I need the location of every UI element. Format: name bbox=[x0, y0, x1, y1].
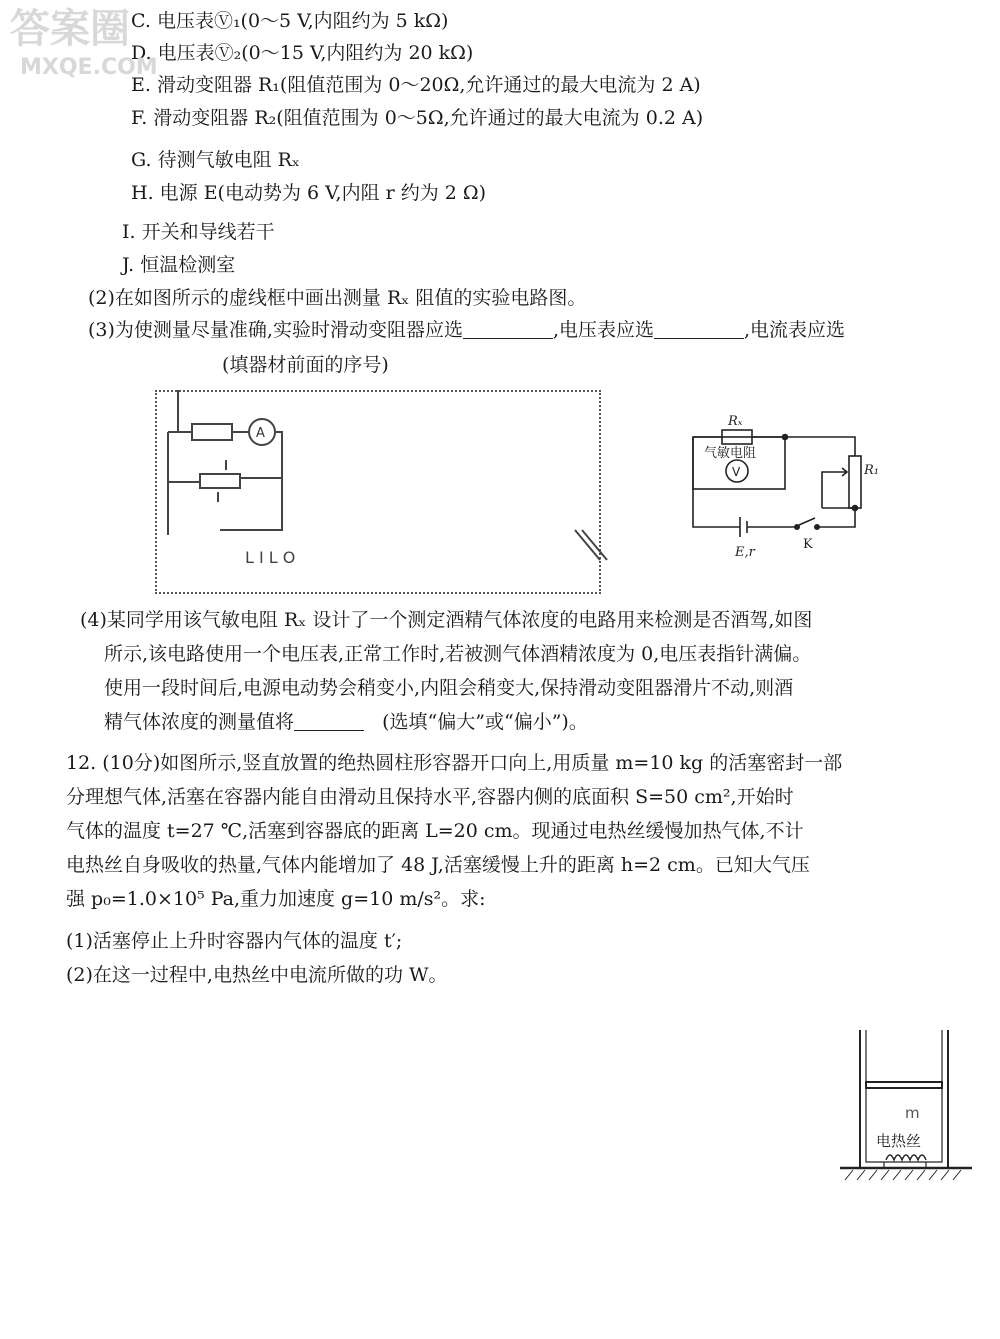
q11-part4-line2: 所示,该电路使用一个电压表,正常工作时,若被测气体酒精浓度为 0,电压表指针满偏。 bbox=[104, 643, 812, 665]
item-d: D. 电压表Ⓥ₂(0～15 V,内阻约为 20 kΩ) bbox=[131, 42, 474, 64]
container-handwritten-note: m bbox=[905, 1104, 920, 1122]
voltmeter-symbol: V bbox=[732, 465, 741, 479]
watermark-url: MXQE.COM bbox=[20, 55, 158, 80]
q12-line5: 强 p₀=1.0×10⁵ Pa,重力加速度 g=10 m/s²。求: bbox=[66, 888, 486, 910]
item-g: G. 待测气敏电阻 Rₓ bbox=[131, 149, 300, 171]
q12-sub2: (2)在这一过程中,电热丝中电流所做的功 W。 bbox=[66, 964, 448, 986]
item-i: I. 开关和导线若干 bbox=[122, 221, 275, 243]
q11-part4-line1: (4)某同学用该气敏电阻 Rₓ 设计了一个测定酒精气体浓度的电路用来检测是否酒驾,如图 bbox=[80, 609, 813, 631]
label-rx: Rₓ bbox=[728, 414, 743, 429]
q12-sub1: (1)活塞停止上升时容器内气体的温度 t′; bbox=[66, 930, 403, 952]
q11-part3-text-c: ,电流表应选 bbox=[744, 319, 846, 341]
q11-part2: (2)在如图所示的虚线框中画出测量 Rₓ 阻值的实验电路图。 bbox=[88, 287, 587, 309]
label-battery: E,r bbox=[735, 545, 755, 560]
q11-part4-line3: 使用一段时间后,电源电动势会稍变小,内阻会稍变大,保持滑动变阻器滑片不动,则酒 bbox=[104, 677, 794, 699]
label-r1: R₁ bbox=[864, 463, 879, 478]
sketch-note: L I L O bbox=[245, 548, 296, 567]
heater-label: 电热丝 bbox=[876, 1132, 922, 1150]
q11-part4-text-b: (选填“偏大”或“偏小”)。 bbox=[382, 711, 588, 733]
item-c: C. 电压表Ⓥ₁(0～5 V,内阻约为 5 kΩ) bbox=[131, 10, 449, 32]
q11-part3-text-a: (3)为使测量尽量准确,实验时滑动变阻器应选 bbox=[88, 319, 463, 341]
item-h: H. 电源 E(电动势为 6 V,内阻 r 约为 2 Ω) bbox=[131, 182, 487, 204]
q12-line1: 12. (10分)如图所示,竖直放置的绝热圆柱形容器开口向上,用质量 m=10 kg 的活塞密封一部 bbox=[66, 752, 843, 774]
watermark-logo bbox=[0, 0, 170, 80]
label-gas-sensor: 气敏电阻 bbox=[704, 446, 757, 461]
item-e: E. 滑动变阻器 R₁(阻值范围为 0～20Ω,允许通过的最大电流为 2 A) bbox=[131, 74, 701, 96]
q11-part4-text-a: 精气体浓度的测量值将 bbox=[104, 711, 295, 733]
item-f: F. 滑动变阻器 R₂(阻值范围为 0～5Ω,允许通过的最大电流为 0.2 A) bbox=[131, 107, 704, 129]
q12-line3: 气体的温度 t=27 ℃,活塞到容器底的距离 L=20 cm。现通过电热丝缓慢加热气体,不计 bbox=[66, 820, 804, 842]
watermark-cn: 答案圈 bbox=[10, 5, 130, 52]
q12-line4: 电热丝自身吸收的热量,气体内能增加了 48 J,活塞缓慢上升的距离 h=2 cm。已知大气压 bbox=[66, 854, 810, 876]
item-j: J. 恒温检测室 bbox=[122, 254, 236, 276]
q11-part3-text-b: ,电压表应选 bbox=[552, 319, 655, 341]
q11-part3-hint: (填器材前面的序号) bbox=[222, 354, 389, 376]
label-switch: K bbox=[803, 537, 813, 552]
q12-line2: 分理想气体,活塞在容器内能自由滑动且保持水平,容器内侧的底面积 S=50 cm²,开始时 bbox=[66, 786, 794, 808]
sketch-ammeter-label: A bbox=[256, 426, 265, 441]
